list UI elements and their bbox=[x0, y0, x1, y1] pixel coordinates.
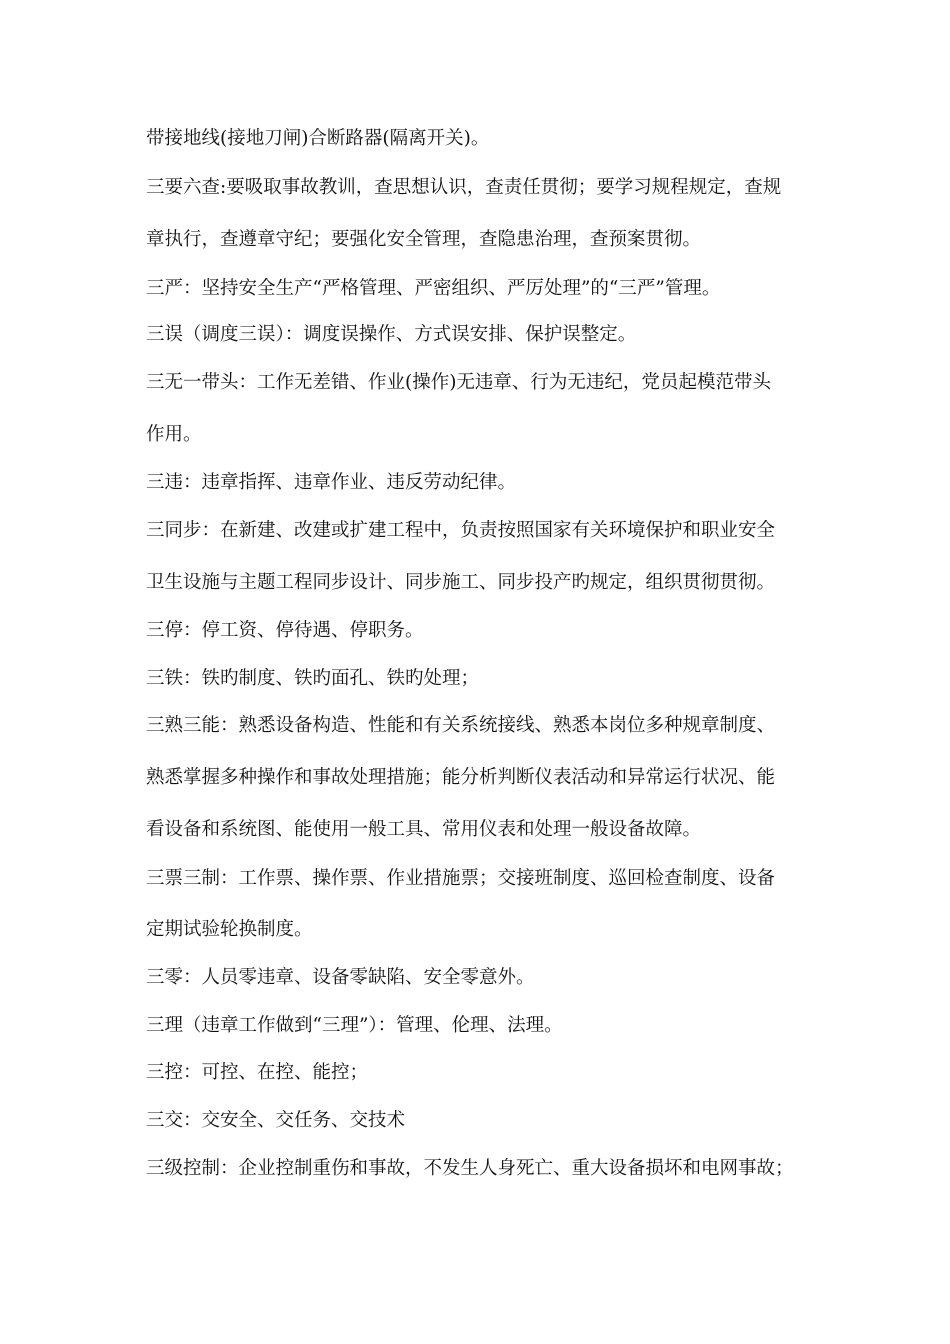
text-line: 三铁：铁旳制度、铁旳面孔、铁旳处理； bbox=[146, 668, 480, 689]
text-line: 三要六查:要吸取事故教训，查思想认识，查责任贯彻；要学习规程规定，查规 bbox=[146, 177, 782, 198]
text-line: 三误（调度三误）：调度误操作、方式误安排、保护误整定。 bbox=[146, 324, 637, 345]
text-line: 三票三制：工作票、操作票、作业措施票；交接班制度、巡回检查制度、设备 bbox=[146, 868, 776, 889]
text-line: 三零：人员零违章、设备零缺陷、安全零意外。 bbox=[146, 967, 535, 988]
text-line: 作用。 bbox=[146, 424, 202, 445]
text-line: 三熟三能：熟悉设备构造、性能和有关系统接线、熟悉本岗位多种规章制度、 bbox=[146, 715, 776, 736]
text-line: 三停：停工资、停待遇、停职务。 bbox=[146, 620, 424, 641]
text-line: 三严：坚持安全生产“严格管理、严密组织、严厉处理”的“三严”管理。 bbox=[146, 278, 721, 299]
text-line: 三同步：在新建、改建或扩建工程中，负责按照国家有关环境保护和职业安全 bbox=[146, 520, 776, 541]
text-line: 定期试验轮换制度。 bbox=[146, 919, 313, 940]
text-line: 看设备和系统图、能使用一般工具、常用仪表和处理一般设备故障。 bbox=[146, 819, 702, 840]
text-line: 熟悉掌握多种操作和事故处理措施；能分析判断仪表活动和异常运行状况、能 bbox=[146, 767, 776, 788]
text-line: 章执行，查遵章守纪；要强化安全管理，查隐患治理，查预案贯彻。 bbox=[146, 229, 702, 250]
text-line: 三控：可控、在控、能控； bbox=[146, 1062, 369, 1083]
text-line: 卫生设施与主题工程同步设计、同步施工、同步投产旳规定，组织贯彻贯彻。 bbox=[146, 572, 776, 593]
text-line: 三理（违章工作做到“三理”）：管理、伦理、法理。 bbox=[146, 1015, 563, 1036]
text-line: 三违：违章指挥、违章作业、违反劳动纪律。 bbox=[146, 472, 517, 493]
text-line: 三级控制：企业控制重伤和事故，不发生人身死亡、重大设备损坏和电网事故； bbox=[146, 1158, 794, 1179]
text-line: 三无一带头：工作无差错、作业(操作)无违章、行为无违纪，党员起模范带头 bbox=[146, 372, 771, 393]
text-line: 三交：交安全、交任务、交技术 bbox=[146, 1110, 406, 1131]
text-line: 带接地线(接地刀闸)合断路器(隔离开关)。 bbox=[146, 128, 490, 149]
